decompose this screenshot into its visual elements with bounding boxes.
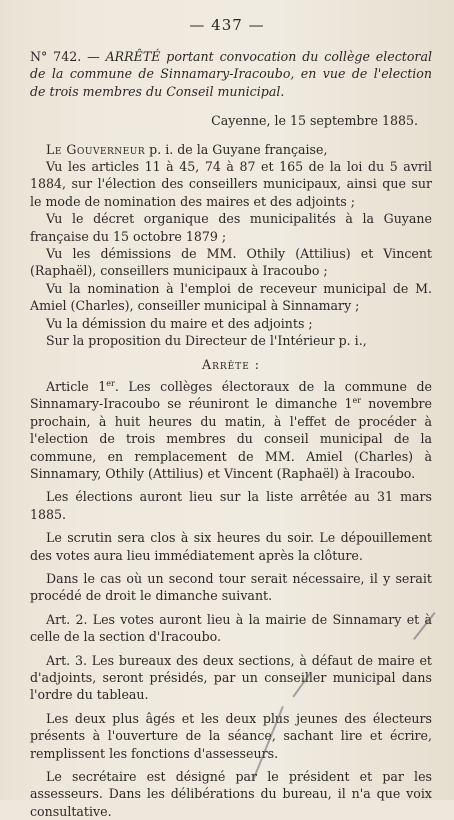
page-number: — 437 —: [189, 16, 265, 34]
document-body: [30, 48, 432, 820]
document-title: — ARRÊTÉ portant convocation du collège electoral de la commune de Sinnamary-Iracoubo, en vue de l'election de trois membres du Conseil municipal.: [30, 49, 432, 99]
arrete-heading: Arrête :: [201, 356, 261, 372]
document-heading: [30, 48, 432, 100]
article-3: Art. 3. Les bureaux des deux sections, à défaut de maire et d'adjoints, seront présidés, par un conseiller municipal dans l'ordre du tableau.: [30, 652, 432, 703]
article-1-prefix: Article 1: [46, 378, 107, 394]
article-2: Art. 2. Les votes auront lieu à la mairie de Sinnamary et à celle de la section d'Iracoubo.: [30, 611, 432, 645]
paragraph: Le secrétaire est désigné par le président et par les assesseurs. Dans les délibérations du bureau, il n'a que voix consultative.: [30, 769, 432, 819]
article-1-sup: er: [106, 378, 115, 388]
document-date: Cayenne, le 15 septembre 1885.: [211, 113, 418, 129]
article-1-text-a: . Les collèges électoraux de la commune de Sinnamary-Iracoubo se réuniront le dimanche 1: [30, 378, 432, 412]
paragraph: Le scrutin sera clos à six heures du soir. Le dépouillement des votes aura lieu immédiatement après la clôture.: [30, 530, 432, 563]
article-1: [30, 378, 432, 482]
gouverneur-line: [30, 141, 432, 158]
document-number: N° 742.: [30, 49, 82, 64]
article-1-text-b: novembre prochain, à huit heures du matin, à l'effet de procéder à l'election de trois membres du conseil municipal de la commune, en remplacement de MM. Amiel (Charles) à Sinnamary, Othily (Attilius) et Vincent (Raphaël) à Iracoubo.: [30, 396, 433, 481]
vu-paragraph: Vu les articles 11 à 45, 74 à 87 et 165 de la loi du 5 avril 1884, sur l'élection des conseillers municipaux, ainsi que sur le mode de nomination des maires et des adjoints ;: [30, 159, 432, 209]
vu-paragraph: Vu la nomination à l'emploi de receveur municipal de M. Amiel (Charles), conseiller municipal à Sinnamary ;: [30, 280, 432, 314]
vu-paragraph: Sur la proposition du Directeur de l'Intérieur p. i.,: [46, 333, 367, 349]
vu-paragraph: Vu les démissions de MM. Othily (Attilius) et Vincent (Raphaël), conseillers municipaux à Iracoubo ;: [30, 246, 432, 279]
gouverneur-rest: p. i. de la Guyane française,: [145, 141, 328, 157]
paragraph: Dans le cas où un second tour serait nécessaire, il y serait procédé de droit le dimanche suivant.: [30, 570, 432, 604]
vu-paragraph: Vu la démission du maire et des adjoints ;: [46, 315, 313, 331]
article-1-sup2: er: [352, 396, 362, 406]
gouverneur-title: Le Gouverneur: [46, 141, 146, 157]
vu-paragraph: Vu le décret organique des municipalités à la Guyane française du 15 octobre 1879 ;: [30, 211, 432, 244]
paragraph: Les deux plus âgés et les deux plus jeunes des électeurs présents à l'ouverture de la séance, sachant lire et écrire, remplissent les fonctions d'assesseurs.: [30, 710, 432, 761]
paragraph: Les élections auront lieu sur la liste arrêtée au 31 mars 1885.: [30, 489, 432, 522]
